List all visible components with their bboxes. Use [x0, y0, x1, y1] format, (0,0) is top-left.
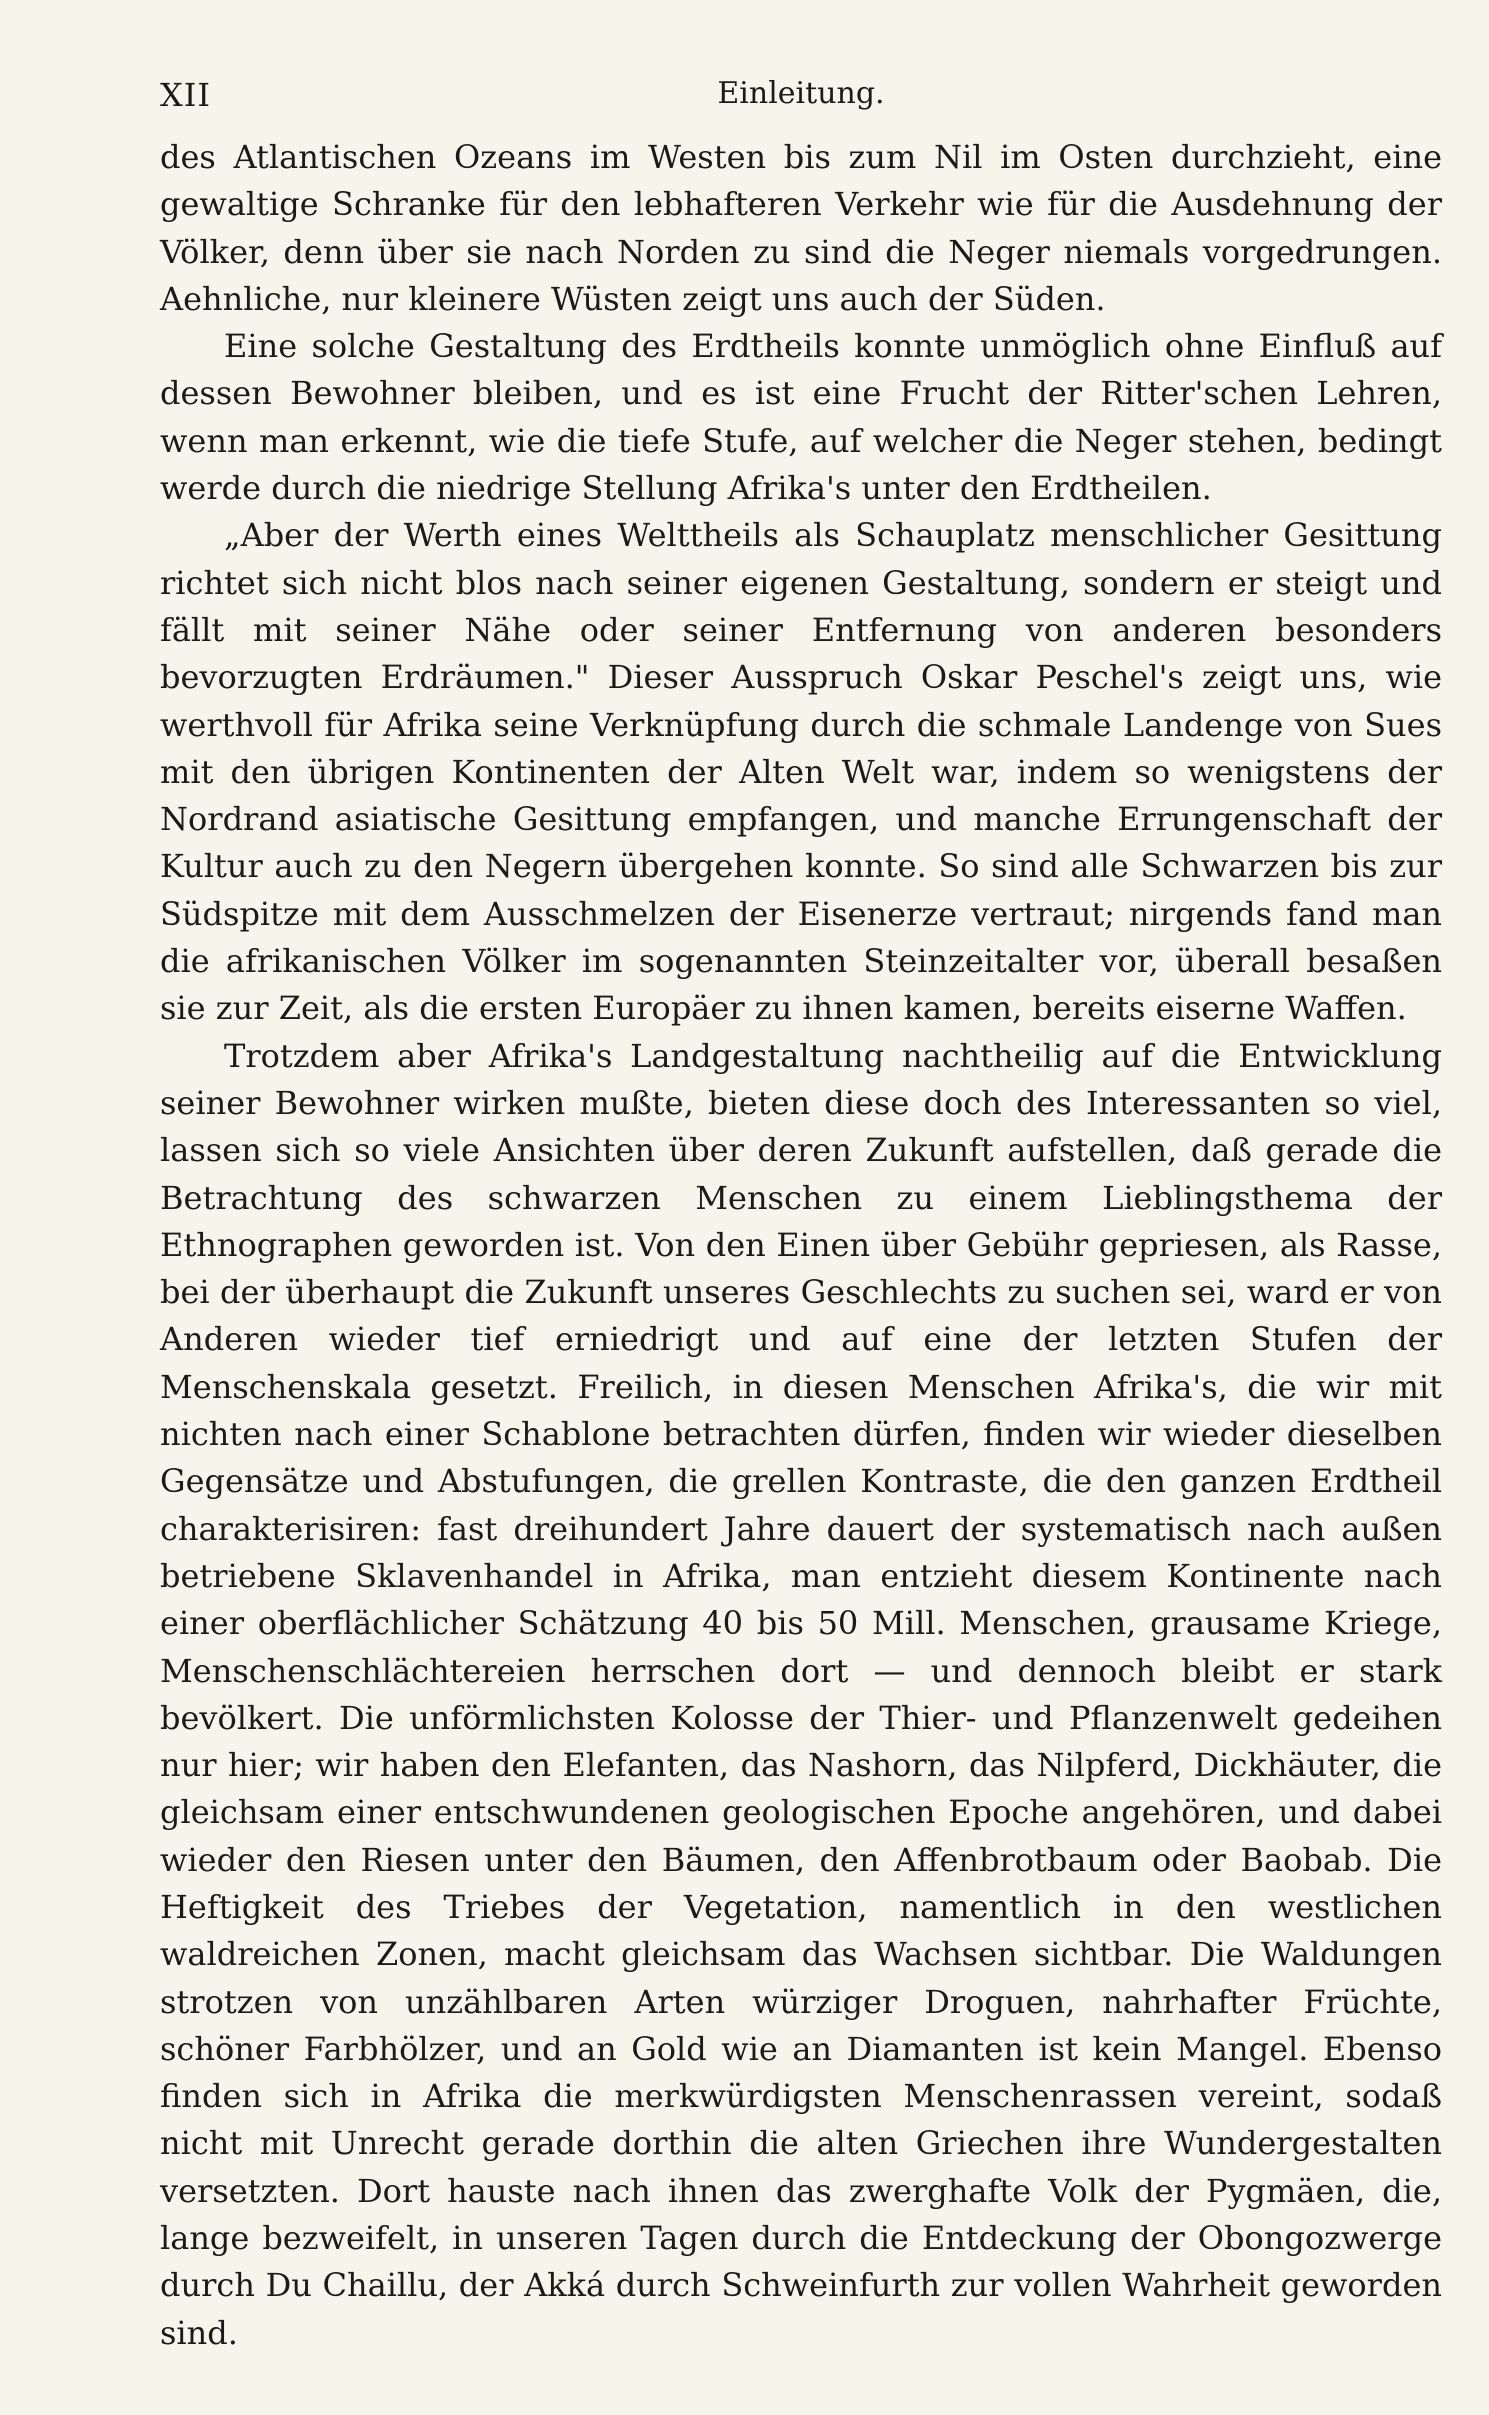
paragraph: „Aber der Werth eines Welttheils als Schauplatz menschlicher Gesittung richtet sich nicht blos nach seiner eigenen Gestaltung, sondern er steigt und fällt mit seiner Nähe oder seiner Entfernung von anderen besonders bevorzugten Erdräumen." Dieser Ausspruch Oskar Peschel's zeigt uns, wie werthvoll für Afrika seine Verknüpfung durch die schmale Landenge von Sues mit den übrigen Kontinenten der Alten Welt war, indem so wenigstens der Nordrand asiatische Gesittung empfangen, und manche Errungenschaft der Kultur auch zu den Negern übergehen konnte. So sind alle Schwarzen bis zur Südspitze mit dem Ausschmelzen der Eisenerze vertraut; nirgends fand man die afrikanischen Völker im sogenannten Steinzeitalter vor, überall besaßen sie zur Zeit, als die ersten Europäer zu ihnen kamen, bereits eiserne Waffen.: [160, 516, 1442, 1028]
book-page: [160, 70, 1442, 2390]
running-head: [160, 70, 1442, 120]
page-number: XII: [160, 76, 212, 114]
running-title: Einleitung.: [717, 76, 885, 111]
paragraph: Trotzdem aber Afrika's Landgestaltung nachtheilig auf die Entwicklung seiner Bewohner wirken mußte, bieten diese doch des Interessanten so viel, lassen sich so viele Ansichten über deren Zukunft aufstellen, daß gerade die Betrachtung des schwarzen Menschen zu einem Lieblingsthema der Ethnographen geworden ist. Von den Einen über Gebühr gepriesen, als Rasse, bei der überhaupt die Zukunft unseres Geschlechts zu suchen sei, ward er von Anderen wieder tief erniedrigt und auf eine der letzten Stufen der Menschenskala gesetzt. Freilich, in diesen Menschen Afrika's, die wir mit nichten nach einer Schablone betrachten dürfen, finden wir wieder dieselben Gegensätze und Abstufungen, die grellen Kontraste, die den ganzen Erdtheil charakterisiren: fast dreihundert Jahre dauert der systematisch nach außen betriebene Sklavenhandel in Afrika, man entzieht diesem Kontinente nach einer oberflächlicher Schätzung 40 bis 50 Mill. Menschen, grausame Kriege, Menschenschlächtereien herrschen dort — und dennoch bleibt er stark bevölkert. Die unförmlichsten Kolosse der Thier- und Pflanzenwelt gedeihen nur hier; wir haben den Elefanten, das Nashorn, das Nilpferd, Dickhäuter, die gleichsam einer entschwundenen geologischen Epoche angehören, und dabei wieder den Riesen unter den Bäumen, den Affenbrotbaum oder Baobab. Die Heftigkeit des Triebes der Vegetation, namentlich in den westlichen waldreichen Zonen, macht gleichsam das Wachsen sichtbar. Die Waldungen strotzen von unzählbaren Arten würziger Droguen, nahrhafter Früchte, schöner Farbhölzer, und an Gold wie an Diamanten ist kein Mangel. Ebenso finden sich in Afrika die merkwürdigsten Menschenrassen vereint, sodaß nicht mit Unrecht gerade dorthin die alten Griechen ihre Wundergestalten versetzten. Dort hauste nach ihnen das zwerghafte Volk der Pygmäen, die, lange bezweifelt, in unseren Tagen durch die Entdeckung der Obongozwerge durch Du Chaillu, der Akká durch Schweinfurth zur vollen Wahrheit geworden sind.: [160, 1036, 1442, 2352]
paragraph-continued: des Atlantischen Ozeans im Westen bis zum Nil im Osten durchzieht, eine gewaltige Schranke für den lebhafteren Verkehr wie für die Ausdehnung der Völker, denn über sie nach Norden zu sind die Neger niemals vorgedrungen. Aehnliche, nur kleinere Wüsten zeigt uns auch der Süden.: [160, 138, 1442, 318]
body-text: [160, 134, 1442, 2357]
paragraph: Eine solche Gestaltung des Erdtheils konnte unmöglich ohne Einfluß auf dessen Bewohner bleiben, und es ist eine Frucht der Ritter'schen Lehren, wenn man erkennt, wie die tiefe Stufe, auf welcher die Neger stehen, bedingt werde durch die niedrige Stellung Afrika's unter den Erdtheilen.: [160, 327, 1442, 508]
